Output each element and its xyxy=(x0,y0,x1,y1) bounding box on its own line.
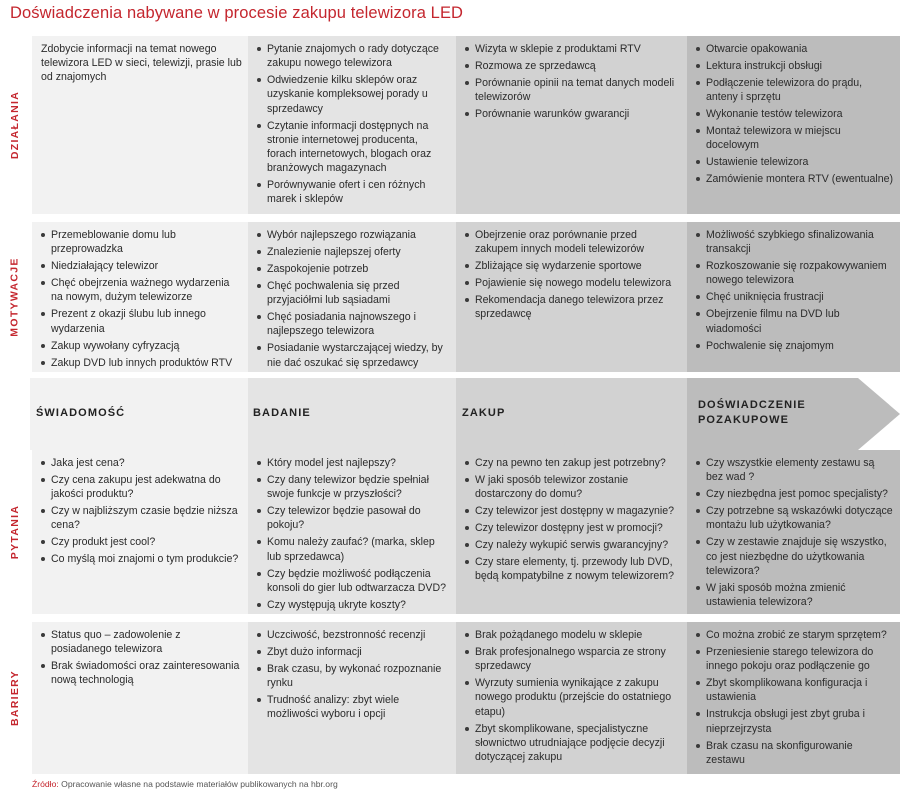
cell-bariery-zakup xyxy=(456,622,687,774)
list-item: Chęć uniknięcia frustracji xyxy=(695,290,894,304)
list-item: Montaż telewizora w miejscu docelowym xyxy=(695,124,894,152)
list-item: Rozkoszowanie się rozpakowywaniem nowego telewizora xyxy=(695,259,894,287)
list-item: Czy niezbędna jest pomoc specjalisty? xyxy=(695,487,894,501)
list-item: Porównywanie ofert i cen różnych marek i sklepów xyxy=(256,178,450,206)
list-item: Porównanie opinii na temat danych modeli telewizorów xyxy=(464,76,681,104)
section-label-dzialania: DZIAŁANIA xyxy=(9,90,21,160)
list-item: Pojawienie się nowego modelu telewizora xyxy=(464,276,681,290)
list-item: Zaspokojenie potrzeb xyxy=(256,262,450,276)
list-item: Czy dany telewizor będzie spełniał swoje funkcje w przyszłości? xyxy=(256,473,450,501)
cell-pytania-zakup xyxy=(456,450,687,614)
list-item: Brak pożądanego modelu w sklepie xyxy=(464,628,681,642)
list-item: Czy produkt jest cool? xyxy=(40,535,242,549)
bullet-list xyxy=(256,42,450,207)
list-item: Otwarcie opakowania xyxy=(695,42,894,56)
list-item: Przemeblowanie domu lub przeprowadzka xyxy=(40,228,242,256)
list-item: Posiadanie wystarczającej wiedzy, by nie dać oszukać się sprzedawcy xyxy=(256,341,450,369)
cell-bariery-doswiadczenie xyxy=(687,622,900,774)
list-item: Status quo – zadowolenie z posiadanego telewizora xyxy=(40,628,242,656)
list-item: Co można zrobić ze starym sprzętem? xyxy=(695,628,894,642)
list-item: Obejrzenie oraz porównanie przed zakupem innych modeli telewizorów xyxy=(464,228,681,256)
list-item: Czy w najbliższym czasie będzie niższa cena? xyxy=(40,504,242,532)
section-label-motywacje: MOTYWACJE xyxy=(9,257,21,337)
list-item: Znalezienie najlepszej oferty xyxy=(256,245,450,259)
cell-bariery-swiadomosc xyxy=(32,622,248,774)
list-item: Wizyta w sklepie z produktami RTV xyxy=(464,42,681,56)
cell-motywacje-zakup xyxy=(456,222,687,372)
list-item: Czy cena zakupu jest adekwatna do jakości produktu? xyxy=(40,473,242,501)
list-item: Chęć posiadania najnowszego i najlepszego telewizora xyxy=(256,310,450,338)
list-item: Pochwalenie się znajomym xyxy=(695,339,894,353)
list-item: Brak świadomości oraz zainteresowania nową technologią xyxy=(40,659,242,687)
bullet-list xyxy=(695,42,894,187)
list-item: Instrukcja obsługi jest zbyt gruba i nieprzejrzysta xyxy=(695,707,894,735)
bullet-list xyxy=(256,628,450,722)
list-item: Przeniesienie starego telewizora do innego pokoju oraz podłączenie go xyxy=(695,645,894,673)
list-item: Chęć pochwalenia się przed przyjaciółmi lub sąsiadami xyxy=(256,279,450,307)
list-item: Zakup DVD lub innych produktów RTV xyxy=(40,356,242,370)
list-item: Czy wszystkie elementy zestawu są bez wad ? xyxy=(695,456,894,484)
stage-badanie: BADANIE xyxy=(253,407,311,419)
bullet-list xyxy=(40,456,242,567)
list-item: Porównanie warunków gwarancji xyxy=(464,107,681,121)
source-note xyxy=(32,779,338,789)
list-item: Czy telewizor jest dostępny w magazynie? xyxy=(464,504,681,518)
cell-pytania-swiadomosc xyxy=(32,450,248,614)
list-item: Ustawienie telewizora xyxy=(695,155,894,169)
section-label-pytania: PYTANIA xyxy=(9,504,22,560)
list-item: Obejrzenie filmu na DVD lub wiadomości xyxy=(695,307,894,335)
cell-bariery-badanie xyxy=(248,622,456,774)
list-item: Brak czasu na skonfigurowanie zestawu xyxy=(695,739,894,767)
list-item: Zbyt skomplikowane, specjalistyczne słownictwo utrudniające podjęcie decyzji dotyczącej zakupu xyxy=(464,722,681,765)
list-item: Wyrzuty sumienia wynikające z zakupu nowego produktu (przejście do ostatniego etapu) xyxy=(464,676,681,719)
list-item: Zbyt skomplikowana konfiguracja i ustawienia xyxy=(695,676,894,704)
list-item: Który model jest najlepszy? xyxy=(256,456,450,470)
list-item: Zakup wywołany cyfryzacją xyxy=(40,339,242,353)
bullet-list xyxy=(464,42,681,121)
stage-swiadomosc: ŚWIADOMOŚĆ xyxy=(36,407,126,419)
list-item: W jaki sposób można zmienić ustawienia telewizora? xyxy=(695,581,894,609)
cell-dzialania-zakup xyxy=(456,36,687,214)
cell-pytania-badanie xyxy=(248,450,456,614)
list-item: Co myślą moi znajomi o tym produkcie? xyxy=(40,552,242,566)
list-item: Rekomendacja danego telewizora przez sprzedawcę xyxy=(464,293,681,321)
list-item: Podłączenie telewizora do prądu, anteny i sprzętu xyxy=(695,76,894,104)
section-label-bariery: BARIERY xyxy=(9,670,21,726)
list-item: Komu należy zaufać? (marka, sklep lub sprzedawca) xyxy=(256,535,450,563)
bullet-list xyxy=(464,628,681,764)
list-item: Czy telewizor dostępny jest w promocji? xyxy=(464,521,681,535)
list-item: Czy występują ukryte koszty? xyxy=(256,598,450,612)
list-item: Brak profesjonalnego wsparcia ze strony sprzedawcy xyxy=(464,645,681,673)
list-item: Odwiedzenie kilku sklepów oraz uzyskanie kompleksowej porady u sprzedawcy xyxy=(256,73,450,116)
bullet-list xyxy=(256,228,450,370)
list-item: Jaka jest cena? xyxy=(40,456,242,470)
stage-zakup: ZAKUP xyxy=(462,407,506,419)
list-item: Czy należy wykupić serwis gwarancyjny? xyxy=(464,538,681,552)
list-item: Uczciwość, bezstronność recenzji xyxy=(256,628,450,642)
list-item: Możliwość szybkiego sfinalizowania transakcji xyxy=(695,228,894,256)
list-item: W jaki sposób telewizor zostanie dostarczony do domu? xyxy=(464,473,681,501)
list-item: Prezent z okazji ślubu lub innego wydarzenia xyxy=(40,307,242,335)
bullet-list xyxy=(695,628,894,767)
list-item: Niedziałający telewizor xyxy=(40,259,242,273)
list-item: Brak czasu, by wykonać rozpoznanie rynku xyxy=(256,662,450,690)
cell-dzialania-swiadomosc xyxy=(32,36,248,214)
source-text: Opracowanie własne na podstawie materiałów publikowanych na hbr.org xyxy=(58,779,338,789)
list-item: Trudność analizy: zbyt wiele możliwości wyboru i opcji xyxy=(256,693,450,721)
list-item: Czy stare elementy, tj. przewody lub DVD, będą kompatybilne z nowym telewizorem? xyxy=(464,555,681,583)
bullet-list xyxy=(256,456,450,612)
list-item: Zamówienie montera RTV (ewentualne) xyxy=(695,172,894,186)
list-item: Pytanie znajomych o rady dotyczące zakupu nowego telewizora xyxy=(256,42,450,70)
list-item: Rozmowa ze sprzedawcą xyxy=(464,59,681,73)
list-item: Czy będzie możliwość podłączenia konsoli do gier lub odtwarzacza DVD? xyxy=(256,567,450,595)
bullet-list xyxy=(40,628,242,688)
list-item: Czytanie informacji dostępnych na stronie internetowej producenta, forach internetowych, blogach oraz branżowych magazynach xyxy=(256,119,450,176)
bullet-list xyxy=(464,228,681,322)
bullet-list xyxy=(695,228,894,353)
list-item: Czy telewizor będzie pasował do pokoju? xyxy=(256,504,450,532)
list-item: Lektura instrukcji obsługi xyxy=(695,59,894,73)
bullet-list xyxy=(40,228,242,370)
bullet-list xyxy=(464,456,681,584)
cell-pytania-doswiadczenie xyxy=(687,450,900,614)
bullet-list xyxy=(695,456,894,609)
list-item: Czy na pewno ten zakup jest potrzebny? xyxy=(464,456,681,470)
cell-motywacje-badanie xyxy=(248,222,456,372)
stage-doswiadczenie: DOŚWIADCZENIE POZAKUPOWE xyxy=(698,399,806,426)
source-label: Źródło: xyxy=(32,779,59,789)
list-item: Wybór najlepszego rozwiązania xyxy=(256,228,450,242)
dzialania-swiadomosc-text: Zdobycie informacji na temat nowego telewizora LED w sieci, telewizji, prasie lub od znajomych xyxy=(41,43,242,84)
list-item: Zbliżające się wydarzenie sportowe xyxy=(464,259,681,273)
cell-dzialania-doswiadczenie xyxy=(687,36,900,214)
list-item: Czy potrzebne są wskazówki dotyczące montażu lub użytkowania? xyxy=(695,504,894,532)
cell-dzialania-badanie xyxy=(248,36,456,214)
page-title: Doświadczenia nabywane w procesie zakupu telewizora LED xyxy=(10,4,464,22)
list-item: Wykonanie testów telewizora xyxy=(695,107,894,121)
cell-motywacje-doswiadczenie xyxy=(687,222,900,372)
list-item: Zbyt dużo informacji xyxy=(256,645,450,659)
list-item: Chęć obejrzenia ważnego wydarzenia na nowym, dużym telewizorze xyxy=(40,276,242,304)
list-item: Czy w zestawie znajduje się wszystko, co jest niezbędne do użytkowania telewizora? xyxy=(695,535,894,578)
cell-motywacje-swiadomosc xyxy=(32,222,248,372)
